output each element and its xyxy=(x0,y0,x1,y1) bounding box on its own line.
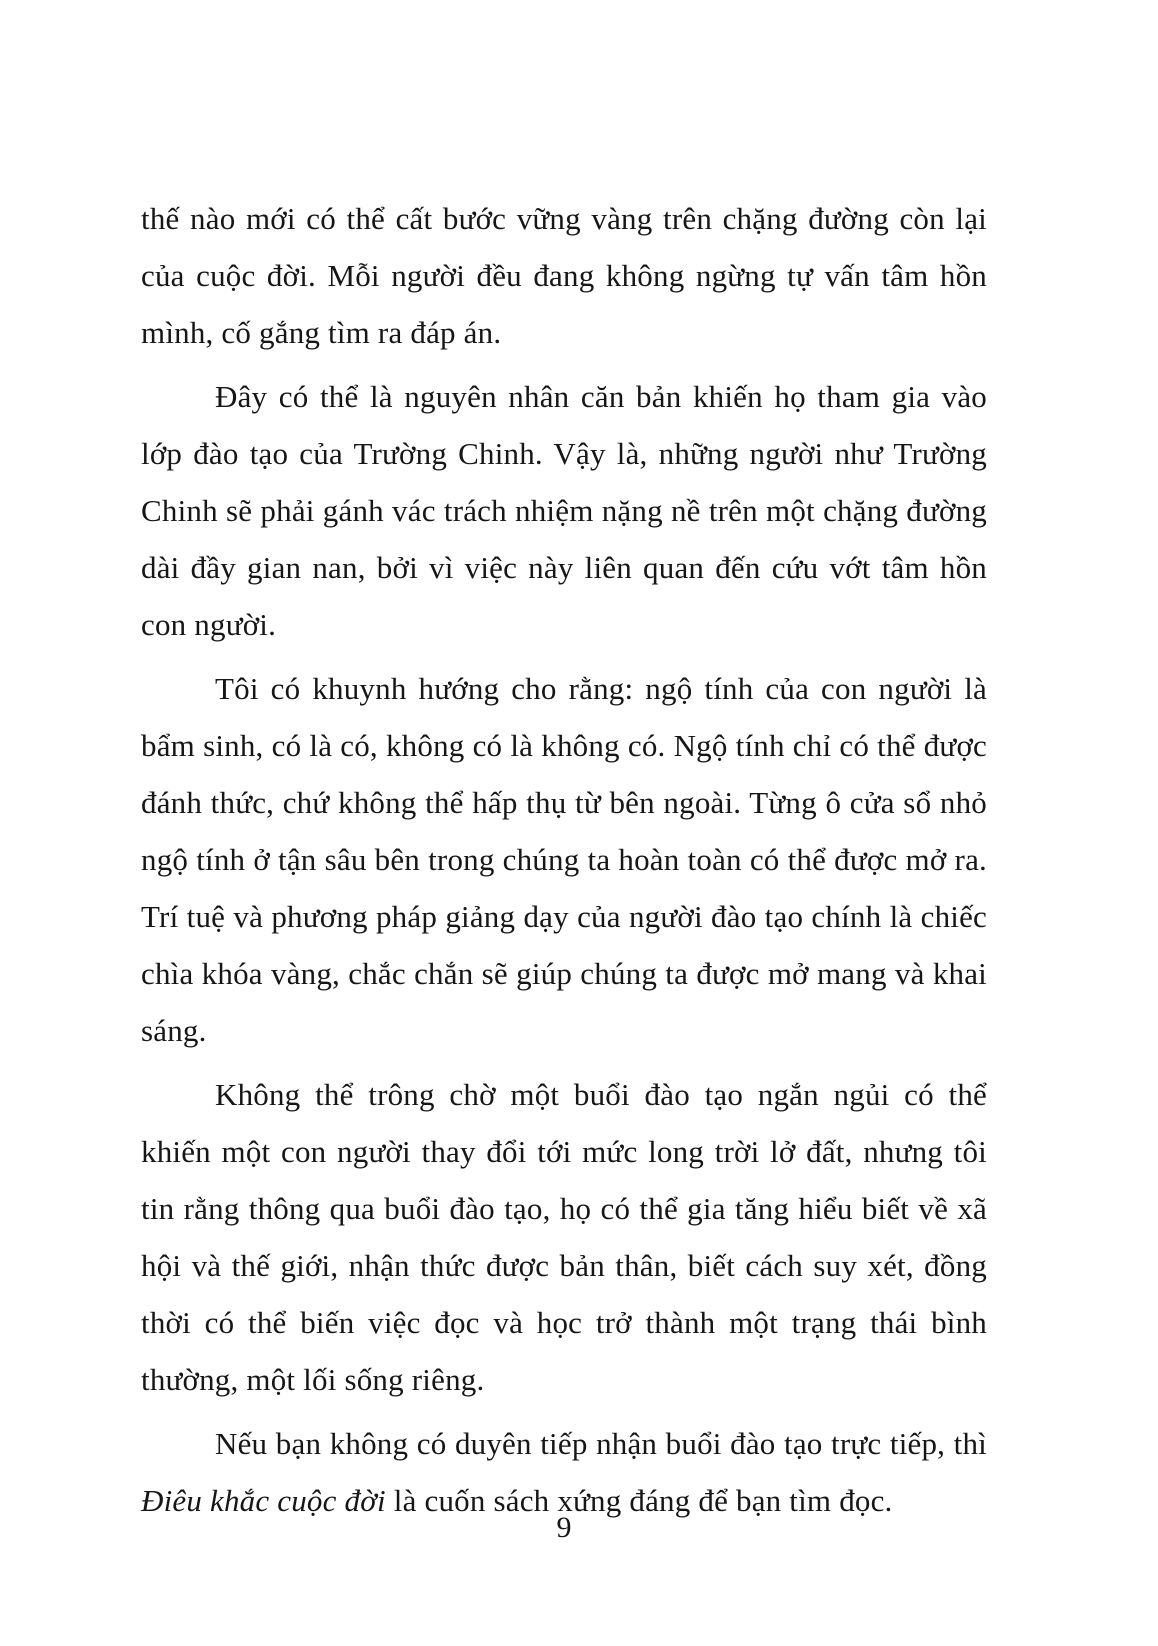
paragraph-text-after-title: là cuốn sách xứng đáng để bạn tìm đọc. xyxy=(385,1483,893,1518)
text-block xyxy=(141,190,987,1536)
paragraph: Tôi có khuynh hướng cho rằng: ngộ tính của con người là bẩm sinh, có là có, không có là không có. Ngộ tính chỉ có thể được đánh thức, chứ không thể hấp thụ từ bên ngoài. Từng ô cửa sổ nhỏ ngộ tính ở tận sâu bên trong chúng ta hoàn toàn có thể được mở ra. Trí tuệ và phương pháp giảng dạy của người đào tạo chính là chiếc chìa khóa vàng, chắc chắn sẽ giúp chúng ta được mở mang và khai sáng. xyxy=(141,671,987,1048)
paragraph: Đây có thể là nguyên nhân căn bản khiến họ tham gia vào lớp đào tạo của Trường Chinh. Vậy là, những người như Trường Chinh sẽ phải gánh vác trách nhiệm nặng nề trên một chặng đường dài đầy gian nan, bởi vì việc này liên quan đến cứu vớt tâm hồn con người. xyxy=(141,379,987,642)
paragraph: Không thể trông chờ một buổi đào tạo ngắn ngủi có thể khiến một con người thay đổi tới mức long trời lở đất, nhưng tôi tin rằng thông qua buổi đào tạo, họ có thể gia tăng hiểu biết về xã hội và thế giới, nhận thức được bản thân, biết cách suy xét, đồng thời có thể biến việc đọc và học trở thành một trạng thái bình thường, một lối sống riêng. xyxy=(141,1077,987,1397)
paragraph-text-before-title: Nếu bạn không có duyên tiếp nhận buổi đào tạo trực tiếp, thì xyxy=(215,1426,987,1461)
paragraph-continuation: thế nào mới có thể cất bước vững vàng trên chặng đường còn lại của cuộc đời. Mỗi người đều đang không ngừng tự vấn tâm hồn mình, cố gắng tìm ra đáp án. xyxy=(141,201,987,350)
page-number: 9 xyxy=(556,1511,572,1544)
book-title-italic: Điêu khắc cuộc đời xyxy=(141,1483,386,1518)
